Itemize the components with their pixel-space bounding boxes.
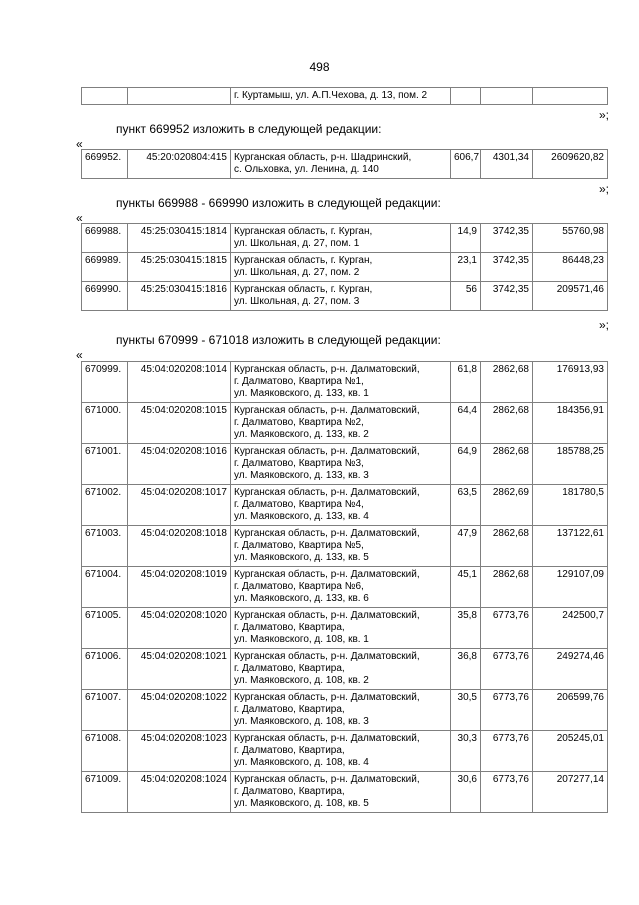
table-row	[82, 608, 608, 649]
cell-area: 45,1	[451, 567, 481, 608]
addr-line: Курганская область, г. Курган,	[234, 255, 373, 266]
addr-line: ул. Маяковского, д. 133, кв. 1	[234, 388, 369, 399]
cell-num: 669952.	[82, 150, 128, 179]
table-row	[82, 731, 608, 772]
cell-total: 184356,91	[533, 403, 608, 444]
addr-line: ул. Маяковского, д. 108, кв. 4	[234, 757, 369, 768]
addr-line: ул. Маяковского, д. 108, кв. 5	[234, 798, 369, 809]
cell-price: 2862,68	[481, 567, 533, 608]
cell-addr	[231, 88, 451, 105]
addr-line: г. Далматово, Квартира №6,	[234, 581, 364, 592]
addr-line: Курганская область, р-н. Далматовский,	[234, 733, 420, 744]
page-number: 498	[309, 60, 330, 74]
cell-addr	[231, 485, 451, 526]
cell-cad: 45:04:020208:1024	[128, 772, 231, 813]
cell-num: 670999.	[82, 362, 128, 403]
addr-line: ул. Школьная, д. 27, пом. 1	[234, 238, 360, 249]
cell-area: 64,9	[451, 444, 481, 485]
addr-line: ул. Маяковского, д. 133, кв. 6	[234, 593, 369, 604]
addr-line: ул. Маяковского, д. 133, кв. 2	[234, 429, 369, 440]
cell-price: 6773,76	[481, 649, 533, 690]
continuation-table	[81, 87, 608, 105]
cell-cad: 45:20:020804:415	[128, 150, 231, 179]
cell-addr	[231, 649, 451, 690]
cell-cad: 45:04:020208:1018	[128, 526, 231, 567]
cell-area: 64,4	[451, 403, 481, 444]
cell-area: 36,8	[451, 649, 481, 690]
cell-num: 669989.	[82, 253, 128, 282]
cell-cad: 45:04:020208:1020	[128, 608, 231, 649]
addr-line: ул. Маяковского, д. 133, кв. 3	[234, 470, 369, 481]
cell-cad: 45:04:020208:1023	[128, 731, 231, 772]
addr-line: г. Далматово, Квартира №5,	[234, 540, 364, 551]
cell-area: 63,5	[451, 485, 481, 526]
cell-cad: 45:25:030415:1816	[128, 282, 231, 311]
table-body	[82, 362, 608, 813]
table-row	[82, 485, 608, 526]
addr-line: г. Далматово, Квартира,	[234, 745, 345, 756]
cell-area: 47,9	[451, 526, 481, 567]
cell-num: 671000.	[82, 403, 128, 444]
cell-cad	[128, 88, 231, 105]
cell-total: 181780,5	[533, 485, 608, 526]
addr-line: Курганская область, р-н. Шадринский,	[234, 152, 412, 163]
opening-quote: «	[76, 348, 83, 362]
cell-total: 209571,46	[533, 282, 608, 311]
addr-line: Курганская область, р-н. Далматовский,	[234, 651, 420, 662]
table-row	[82, 224, 608, 253]
addr-line: Курганская область, р-н. Далматовский,	[234, 528, 420, 539]
opening-quote: «	[76, 137, 83, 151]
cell-total: 55760,98	[533, 224, 608, 253]
cell-area: 606,7	[451, 150, 481, 179]
section-instruction: пункт 669952 изложить в следующей редакции:	[116, 122, 382, 136]
cell-area: 35,8	[451, 608, 481, 649]
cell-addr	[231, 253, 451, 282]
table-row	[82, 362, 608, 403]
table-row	[82, 88, 608, 105]
addr-line: г. Далматово, Квартира,	[234, 704, 345, 715]
cell-addr	[231, 282, 451, 311]
cell-total: 2609620,82	[533, 150, 608, 179]
cell-total: 176913,93	[533, 362, 608, 403]
cell-num	[82, 88, 128, 105]
table-row	[82, 772, 608, 813]
cell-addr	[231, 444, 451, 485]
addr-line: г. Далматово, Квартира №2,	[234, 417, 364, 428]
table-row	[82, 150, 608, 179]
table-row	[82, 649, 608, 690]
addr-line: г. Далматово, Квартира №4,	[234, 499, 364, 510]
table-row	[82, 282, 608, 311]
addr-line: Курганская область, р-н. Далматовский,	[234, 610, 420, 621]
cell-num: 671004.	[82, 567, 128, 608]
cell-price: 2862,68	[481, 526, 533, 567]
addr-line: ул. Маяковского, д. 108, кв. 3	[234, 716, 369, 727]
cell-cad: 45:04:020208:1017	[128, 485, 231, 526]
closing-quote: »;	[598, 182, 609, 196]
cell-addr	[231, 690, 451, 731]
cell-area: 30,3	[451, 731, 481, 772]
cell-cad: 45:04:020208:1015	[128, 403, 231, 444]
cell-total: 206599,76	[533, 690, 608, 731]
cell-price: 6773,76	[481, 772, 533, 813]
addr-line: ул. Маяковского, д. 108, кв. 2	[234, 675, 369, 686]
table-row	[82, 403, 608, 444]
cell-price: 6773,76	[481, 690, 533, 731]
cell-total: 242500,7	[533, 608, 608, 649]
addr-line: ул. Маяковского, д. 108, кв. 1	[234, 634, 369, 645]
cell-price: 3742,35	[481, 253, 533, 282]
closing-quote: »;	[598, 108, 609, 122]
addr-line: Курганская область, р-н. Далматовский,	[234, 487, 420, 498]
cell-total: 205245,01	[533, 731, 608, 772]
cell-cad: 45:04:020208:1014	[128, 362, 231, 403]
cell-cad: 45:25:030415:1815	[128, 253, 231, 282]
cell-addr	[231, 731, 451, 772]
cell-num: 671005.	[82, 608, 128, 649]
cell-area: 14,9	[451, 224, 481, 253]
cell-cad: 45:04:020208:1022	[128, 690, 231, 731]
cell-addr	[231, 150, 451, 179]
cell-price: 6773,76	[481, 608, 533, 649]
cell-price: 4301,34	[481, 150, 533, 179]
addr-line: Курганская область, р-н. Далматовский,	[234, 364, 420, 375]
cell-area: 23,1	[451, 253, 481, 282]
cell-cad: 45:04:020208:1016	[128, 444, 231, 485]
closing-quote: »;	[598, 318, 609, 332]
cell-num: 671006.	[82, 649, 128, 690]
cell-area: 30,6	[451, 772, 481, 813]
cell-price: 6773,76	[481, 731, 533, 772]
cell-total	[533, 88, 608, 105]
cell-addr	[231, 772, 451, 813]
cell-area: 30,5	[451, 690, 481, 731]
section-instruction: пункты 669988 - 669990 изложить в следующей редакции:	[116, 196, 441, 210]
addr-line: ул. Школьная, д. 27, пом. 3	[234, 296, 360, 307]
cell-price	[481, 88, 533, 105]
addr-line: Курганская область, г. Курган,	[234, 226, 373, 237]
addr-line: г. Далматово, Квартира,	[234, 786, 345, 797]
addr-line: Курганская область, р-н. Далматовский,	[234, 446, 420, 457]
addr-line: Курганская область, р-н. Далматовский,	[234, 405, 420, 416]
addr-line: с. Ольховка, ул. Ленина, д. 140	[234, 164, 379, 175]
cell-num: 671001.	[82, 444, 128, 485]
cell-area: 61,8	[451, 362, 481, 403]
addr-line: Курганская область, р-н. Далматовский,	[234, 774, 420, 785]
addr-line: ул. Школьная, д. 27, пом. 2	[234, 267, 360, 278]
cell-num: 671002.	[82, 485, 128, 526]
table-row	[82, 690, 608, 731]
addr-line: Курганская область, р-н. Далматовский,	[234, 692, 420, 703]
addr-line: г. Далматово, Квартира №1,	[234, 376, 364, 387]
addr-line: Курганская область, г. Курган,	[234, 284, 373, 295]
cell-addr	[231, 567, 451, 608]
addr-line: ул. Маяковского, д. 133, кв. 4	[234, 511, 369, 522]
cell-addr	[231, 608, 451, 649]
cell-total: 207277,14	[533, 772, 608, 813]
opening-quote: «	[76, 211, 83, 225]
addr-line: г. Далматово, Квартира №3,	[234, 458, 364, 469]
cell-num: 671008.	[82, 731, 128, 772]
table-row	[82, 253, 608, 282]
cell-price: 2862,68	[481, 362, 533, 403]
cell-total: 137122,61	[533, 526, 608, 567]
section-table	[81, 361, 608, 813]
cell-price: 3742,35	[481, 224, 533, 253]
cell-addr	[231, 362, 451, 403]
table-row	[82, 526, 608, 567]
cell-area: 56	[451, 282, 481, 311]
section-table	[81, 223, 608, 311]
cell-addr	[231, 526, 451, 567]
cell-area	[451, 88, 481, 105]
cell-addr	[231, 403, 451, 444]
cell-total: 129107,09	[533, 567, 608, 608]
cell-addr	[231, 224, 451, 253]
cell-num: 669990.	[82, 282, 128, 311]
cell-num: 671009.	[82, 772, 128, 813]
section-table	[81, 149, 608, 179]
cell-num: 671007.	[82, 690, 128, 731]
addr-line: Курганская область, р-н. Далматовский,	[234, 569, 420, 580]
cell-price: 2862,69	[481, 485, 533, 526]
cell-price: 2862,68	[481, 444, 533, 485]
cell-cad: 45:25:030415:1814	[128, 224, 231, 253]
section-instruction: пункты 670999 - 671018 изложить в следующей редакции:	[116, 333, 441, 347]
cell-total: 185788,25	[533, 444, 608, 485]
addr-line: г. Далматово, Квартира,	[234, 663, 345, 674]
addr-line: г. Куртамыш, ул. А.П.Чехова, д. 13, пом. 2	[234, 90, 428, 101]
cell-cad: 45:04:020208:1019	[128, 567, 231, 608]
table-row	[82, 444, 608, 485]
cell-cad: 45:04:020208:1021	[128, 649, 231, 690]
addr-line: г. Далматово, Квартира,	[234, 622, 345, 633]
addr-line: ул. Маяковского, д. 133, кв. 5	[234, 552, 369, 563]
cell-num: 669988.	[82, 224, 128, 253]
cell-num: 671003.	[82, 526, 128, 567]
table-row	[82, 567, 608, 608]
cell-price: 3742,35	[481, 282, 533, 311]
cell-price: 2862,68	[481, 403, 533, 444]
cell-total: 249274,46	[533, 649, 608, 690]
cell-total: 86448,23	[533, 253, 608, 282]
